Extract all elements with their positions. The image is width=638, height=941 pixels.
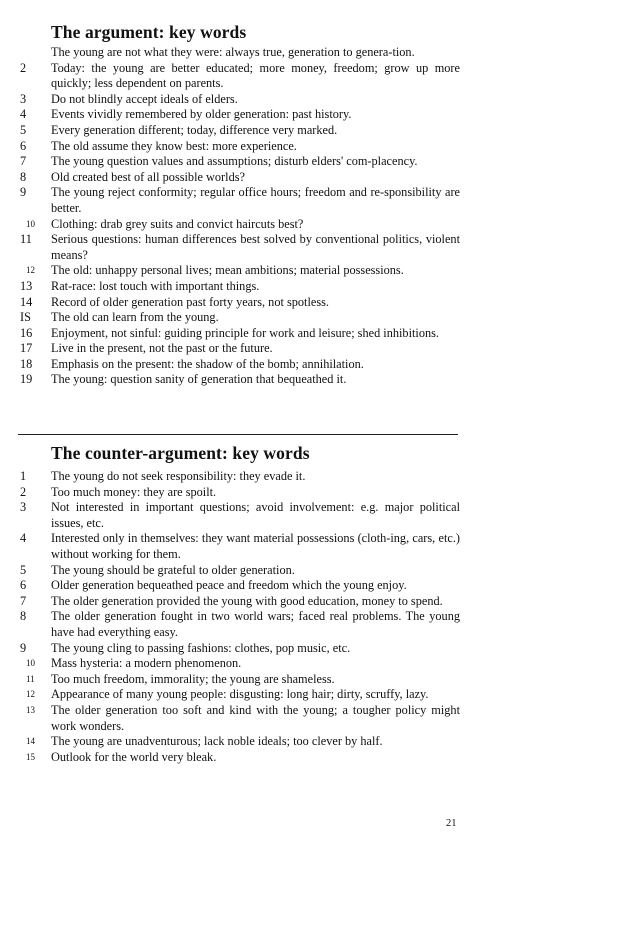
item-text: Too much money: they are spoilt. <box>51 484 217 499</box>
list-item <box>20 485 460 501</box>
list-item <box>20 170 460 186</box>
item-text: Serious questions: human differences best solved by conventional politics, violent means? <box>51 232 460 262</box>
section-divider <box>18 434 458 435</box>
list-item <box>20 107 460 123</box>
item-text: Not interested in important questions; avoid involvement: e.g. major political issues, etc. <box>51 500 460 530</box>
list-item <box>20 687 460 703</box>
list-item <box>20 656 460 672</box>
item-text: The old: unhappy personal lives; mean ambitions; material possessions. <box>51 263 404 278</box>
item-number: 9 <box>20 640 27 655</box>
list-item <box>20 217 460 233</box>
list-item <box>20 92 460 108</box>
list-item <box>20 123 460 139</box>
item-number: 6 <box>20 138 27 153</box>
item-number: 12 <box>26 689 35 700</box>
item-number: 2 <box>20 60 27 75</box>
item-text: Today: the young are better educated; more money, freedom; grow up more quickly; less dependent on parents. <box>51 60 460 91</box>
item-text: Rat-race: lost touch with important things. <box>51 278 260 293</box>
item-text: Events vividly remembered by older generation: past history. <box>51 107 352 122</box>
list-item <box>20 500 460 531</box>
list-item <box>20 310 460 326</box>
item-number: 4 <box>20 531 27 546</box>
list-item <box>20 531 460 562</box>
list-item <box>20 672 460 688</box>
page-number: 21 <box>446 818 457 829</box>
item-number: 17 <box>20 341 33 356</box>
list-item <box>20 578 460 594</box>
counter-argument-list <box>20 469 460 765</box>
list-item <box>20 45 460 61</box>
item-number: 7 <box>20 154 27 169</box>
item-text: The young should be grateful to older generation. <box>51 562 295 577</box>
item-text: Do not blindly accept ideals of elders. <box>51 91 238 106</box>
item-number: 14 <box>26 736 35 747</box>
list-item <box>20 594 460 610</box>
item-number: 15 <box>26 751 35 762</box>
item-text: Older generation bequeathed peace and freedom which the young enjoy. <box>51 578 407 593</box>
item-text: Live in the present, not the past or the future. <box>51 341 273 356</box>
item-text: The young question values and assumptions; disturb elders' com-placency. <box>51 154 418 169</box>
list-item <box>20 609 460 640</box>
item-number: 3 <box>20 500 27 515</box>
item-text: Every generation different; today, difference very marked. <box>51 122 338 137</box>
item-text: Clothing: drab grey suits and convict haircuts best? <box>51 216 304 231</box>
item-text: Enjoyment, not sinful: guiding principle for work and leisure; shed inhibitions. <box>51 325 439 340</box>
item-text: The older generation provided the young with good education, money to spend. <box>51 593 443 608</box>
item-text: The young are unadventurous; lack noble ideals; too clever by half. <box>51 734 383 749</box>
item-text: Record of older generation past forty years, not spotless. <box>51 294 329 309</box>
item-text: Too much freedom, immorality; the young are shameless. <box>51 671 335 686</box>
list-item <box>20 469 460 485</box>
item-text: The young reject conformity; regular office hours; freedom and re-sponsibility are better. <box>51 185 460 215</box>
item-text: Old created best of all possible worlds? <box>51 169 245 184</box>
item-number: 1 <box>20 469 27 483</box>
list-item <box>20 357 460 373</box>
item-text: Emphasis on the present: the shadow of the bomb; annihilation. <box>51 356 364 371</box>
item-text: Interested only in themselves: they want material possessions (cloth-ing, cars, etc.) without working for them. <box>51 531 460 561</box>
list-item <box>20 750 460 766</box>
list-item <box>20 563 460 579</box>
item-number: 2 <box>20 484 27 499</box>
list-item <box>20 61 460 92</box>
item-number: 10 <box>26 218 35 229</box>
item-text: The older generation fought in two world wars; faced real problems. The young have had everything easy. <box>51 609 460 639</box>
item-text: Outlook for the world very bleak. <box>51 749 217 764</box>
argument-heading: The argument: key words <box>51 22 247 42</box>
item-number: 7 <box>20 593 27 608</box>
item-text: The young do not seek responsibility: they evade it. <box>51 469 306 483</box>
item-number: 3 <box>20 91 27 106</box>
list-item <box>20 279 460 295</box>
item-text: The old can learn from the young. <box>51 310 219 325</box>
item-number: 18 <box>20 356 33 371</box>
item-number: 16 <box>20 325 33 340</box>
list-item <box>20 341 460 357</box>
list-item <box>20 703 460 734</box>
list-item <box>20 154 460 170</box>
list-item <box>20 263 460 279</box>
item-number: 9 <box>20 185 27 200</box>
item-text: Mass hysteria: a modern phenomenon. <box>51 656 242 671</box>
counter-argument-heading: The counter-argument: key words <box>51 443 310 463</box>
item-number: 11 <box>26 673 35 684</box>
list-item <box>20 295 460 311</box>
item-number: 12 <box>26 265 35 276</box>
list-item <box>20 372 460 388</box>
item-number: 4 <box>20 107 27 122</box>
argument-list <box>20 45 460 388</box>
item-number: 10 <box>26 658 35 669</box>
item-number: IS <box>20 310 31 325</box>
item-number: 13 <box>26 704 35 715</box>
item-text: The older generation too soft and kind with the young; a tougher policy might work wonders. <box>51 702 460 733</box>
item-text: The young are not what they were: always true, generation to genera-tion. <box>51 45 415 59</box>
item-number: 8 <box>20 609 27 624</box>
item-text: The young cling to passing fashions: clothes, pop music, etc. <box>51 640 351 655</box>
item-number: 5 <box>20 562 27 577</box>
list-item <box>20 232 460 263</box>
item-text: The old assume they know best: more experience. <box>51 138 297 153</box>
item-number: 13 <box>20 278 33 293</box>
item-number: 8 <box>20 169 27 184</box>
list-item <box>20 139 460 155</box>
list-item <box>20 641 460 657</box>
item-text: The young: question sanity of generation that bequeathed it. <box>51 372 347 387</box>
list-item <box>20 326 460 342</box>
item-text: Appearance of many young people: disgusting: long hair; dirty, scruffy, lazy. <box>51 687 429 702</box>
item-number: 11 <box>20 232 32 247</box>
item-number: 5 <box>20 122 27 137</box>
item-number: 19 <box>20 372 33 387</box>
item-number: 14 <box>20 294 33 309</box>
list-item <box>20 185 460 216</box>
item-number: 6 <box>20 578 27 593</box>
list-item <box>20 734 460 750</box>
